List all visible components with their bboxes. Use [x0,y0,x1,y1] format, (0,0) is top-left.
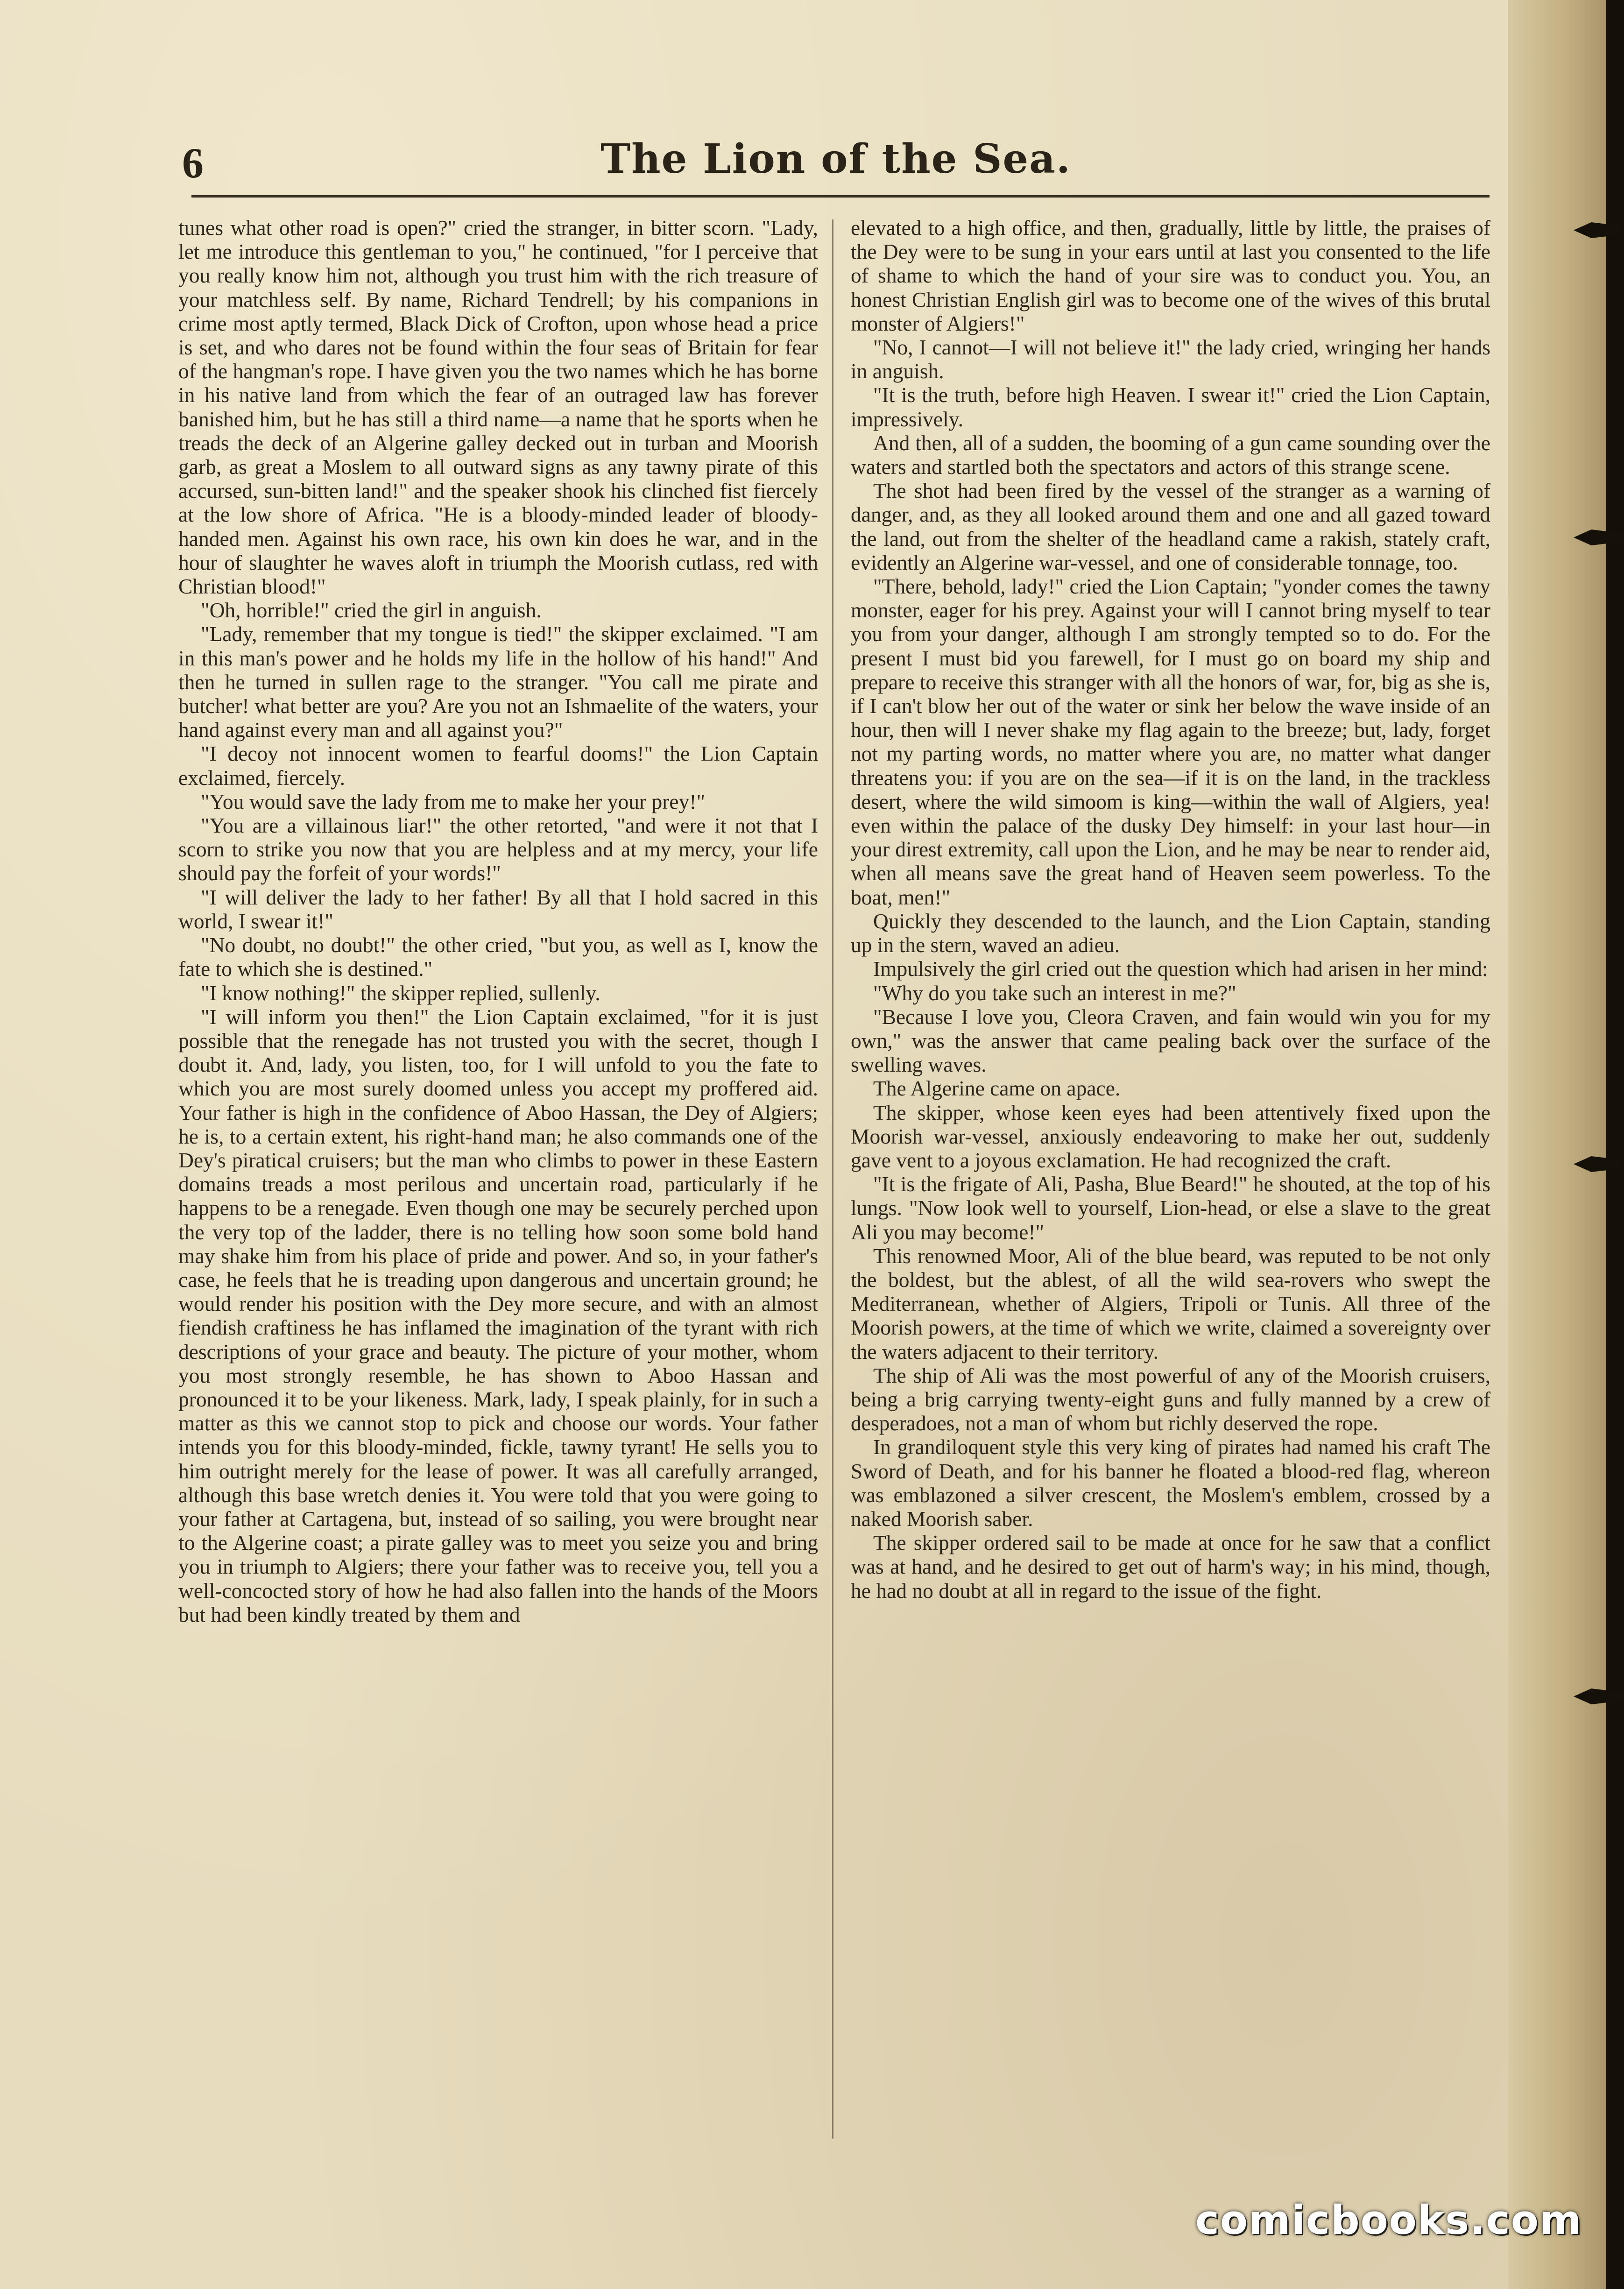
paragraph: "You would save the lady from me to make her your prey!" [201,789,706,813]
paragraph: "Because I love you, Cleora Craven, and fain would win you for my own," was the answer that came pealing back over the surface of the swelling waves. [851,1004,1490,1077]
page-number: 6 [182,139,204,187]
right-column [851,216,1490,2144]
paragraph: The skipper ordered sail to be made at once for he saw that a conflict was at hand, and he desired to get out of harm's way; in his mind, though, he had no doubt at all in regard to the issue of the fight. [851,1531,1490,1603]
paragraph: tunes what other road is open?" cried the stranger, in bitter scorn. "Lady, let me introduce this gentleman to you," he continued, "for I perceive that you really know him not, although you trust him with the rich treasure of your matchless self. By name, Richard Tendrell; by his companions in crime most aptly termed, Black Dick of Crofton, upon whose head a price is set, and who dares not be found within the four seas of Britain for fear of the hangman's rope. I have given you the two names which he has borne in his native land from which the fear of an outraged law has forever banished him, but he has still a third name—a name that he sports when he treads the deck of an Algerine galley decked out in turban and Moorish garb, as great a Moslem to all outward signs as any tawny pirate of this accursed, sun-bitten land!" and the speaker shook his clinched fist fiercely at the low shore of Africa. "He is a bloody-minded leader of bloody-handed men. Against his own race, his own kin does he war, and in the hour of slaughter he waves aloft in triumph the Moorish cutlass, red with Christian blood!" [178,216,818,599]
paragraph: "I will inform you then!" the Lion Captain exclaimed, "for it is just possible that the renegade has not trusted you with the secret, though I doubt it. And, lady, you listen, too, for I will unfold to you the fate to which you are most surely doomed unless you accept my proffered aid. Your father is high in the confidence of Aboo Hassan, the Dey of Algiers; he is, to a certain extent, his right-hand man; he also commands one of the Dey's piratical cruisers; but the man who climbs to power in these Eastern domains treads a most perilous and uncertain road, particularly if he happens to be a renegade. Even though one may be securely perched upon the very top of the ladder, there is no telling how soon some bold hand may shake him from his place of pride and power. And so, in your father's case, he feels that he is treading upon dangerous and uncertain ground; he would render his position with the Dey more secure, and with an almost fiendish craftiness he has inflamed the imagination of the tyrant with rich descriptions of your grace and beauty. The picture of your mother, whom you most strongly resemble, he has shown to Aboo Hassan and pronounced it to be your likeness. Mark, lady, I speak plainly, for in such a matter as this we cannot stop to pick and choose our words. Your father intends you for this bloody-minded, fickle, tawny tyrant! He sells you to him outright merely for the lease of power. It was all carefully arranged, although this base wretch denies it. You were told that you were going to your father at Cartagena, but, instead of so sailing, you were brought near to the Algerine coast; a pirate galley was to meet you seize you and bring you in triumph to Algiers; there your father was to receive you, tell you a well-concocted story of how he had also fallen into the hands of the Moors but had been kindly treated by them and [178,1004,818,1626]
paragraph: Quickly they descended to the launch, and the Lion Captain, standing up in the stern, waved an adieu. [851,909,1490,957]
paragraph: "I decoy not innocent women to fearful dooms!" the Lion Captain exclaimed, fiercely. [178,742,818,790]
staple-icon [1573,219,1624,241]
paragraph: And then, all of a sudden, the booming of a gun came sounding over the waters and startled both the spectators and actors of this strange scene. [851,431,1490,479]
running-title: The Lion of the Sea. [600,135,1071,183]
page-header [177,132,1494,188]
paragraph: In grandiloquent style this very king of pirates had named his craft The Sword of Death, and for his banner he floated a blood-red flag, whereon was emblazoned a silver crescent, the Moslem's emblem, crossed by a naked Moorish saber. [851,1435,1490,1531]
page-edge-shading [1508,0,1606,2289]
staple-icon [1573,1153,1624,1175]
paragraph: "Oh, horrible!" cried the girl in anguish. [201,598,542,622]
paragraph: "I know nothing!" the skipper replied, sullenly. [201,981,600,1005]
staple-icon [1573,527,1624,548]
paragraph: The Algerine came on apace. [873,1076,1121,1101]
paragraph: The shot had been fired by the vessel of the stranger as a warning of danger, and, as they all looked around them and one and all gazed toward the land, out from the shelter of the headland came a rakish, stately craft, evidently an Algerine war-vessel, and one of considerable tonnage, too. [851,479,1490,574]
paragraph: The skipper, whose keen eyes had been attentively fixed upon the Moorish war-vessel, anxiously endeavoring to make her out, suddenly gave vent to a joyous exclamation. He had recognized the craft. [851,1100,1490,1172]
paragraph: "No doubt, no doubt!" the other cried, "but you, as well as I, know the fate to which she is destined." [178,933,818,981]
paragraph: "It is the frigate of Ali, Pasha, Blue Beard!" he shouted, at the top of his lungs. "Now look well to yourself, Lion-head, or else a slave to the great Ali you may become!" [851,1172,1490,1244]
paragraph: The ship of Ali was the most powerful of any of the Moorish cruisers, being a brig carrying twenty-eight guns and fully manned by a crew of desperadoes, not a man of whom but richly deserved the rope. [851,1363,1490,1435]
paragraph: "You are a villainous liar!" the other retorted, "and were it not that I scorn to strike you now that you are helpless and at my mercy, your life should pay the forfeit of your words!" [178,813,818,885]
paragraph: This renowned Moor, Ali of the blue beard, was reputed to be not only the boldest, but the ablest, of all the wild sea-rovers who swept the Mediterranean, whether of Algiers, Tripoli or Tunis. All three of the Moorish powers, at the time of which we write, claimed a sovereignty over the waters adjacent to their territory. [851,1243,1490,1364]
site-watermark: comicbooks.com [1195,2197,1582,2244]
paragraph: elevated to a high office, and then, gradually, little by little, the praises of the Dey were to be sung in your ears until at last you consented to the life of shame to which the hand of your sire was to conduct you. You, an honest Christian English girl was to become one of the wives of this brutal monster of Algiers!" [851,216,1490,335]
staple-icon [1573,1686,1624,1707]
paragraph: "Lady, remember that my tongue is tied!" the skipper exclaimed. "I am in this man's power and he holds my life in the hollow of his hand!" And then he turned in sullen rage to the stranger. "You call me pirate and butcher! what better are you? Are you not an Ishmaelite of the waters, your hand against every man and all against you?" [178,622,818,742]
left-column [178,216,818,2144]
paragraph: Impulsively the girl cried out the question which had arisen in her mind: [873,957,1488,981]
binding-spine [1606,0,1624,2289]
paragraph: "It is the truth, before high Heaven. I swear it!" cried the Lion Captain, impressively. [851,383,1490,431]
paragraph: "No, I cannot—I will not believe it!" the lady cried, wringing her hands in anguish. [851,335,1490,383]
paragraph: "I will deliver the lady to her father! By all that I hold sacred in this world, I swear it!" [178,885,818,933]
paragraph: "Why do you take such an interest in me?" [873,981,1236,1005]
header-rule [191,195,1490,198]
column-divider [832,219,833,2139]
paragraph: "There, behold, lady!" cried the Lion Captain; "yonder comes the tawny monster, eager for his prey. Against your will I cannot bring myself to tear you from your danger, although I am strongly tempted so to do. For the present I must bid you farewell, for I must go on board my ship and prepare to receive this stranger with all the honors of war, for, big as she is, if I can't blow her out of the water or sink her below the wave inside of an hour, then will I never shake my flag again to the breeze; but, lady, forget not my parting words, no matter where you are, no matter what danger threatens you: if you are on the sea—if it is on the land, in the trackless desert, where the wild simoom is king—within the wall of Algiers, yea! even within the palace of the dusky Dey himself: in your last hour—in your direst extremity, call upon the Lion, and he may be near to render aid, when all means save the great hand of Heaven seem powerless. To the boat, men!" [851,574,1490,909]
